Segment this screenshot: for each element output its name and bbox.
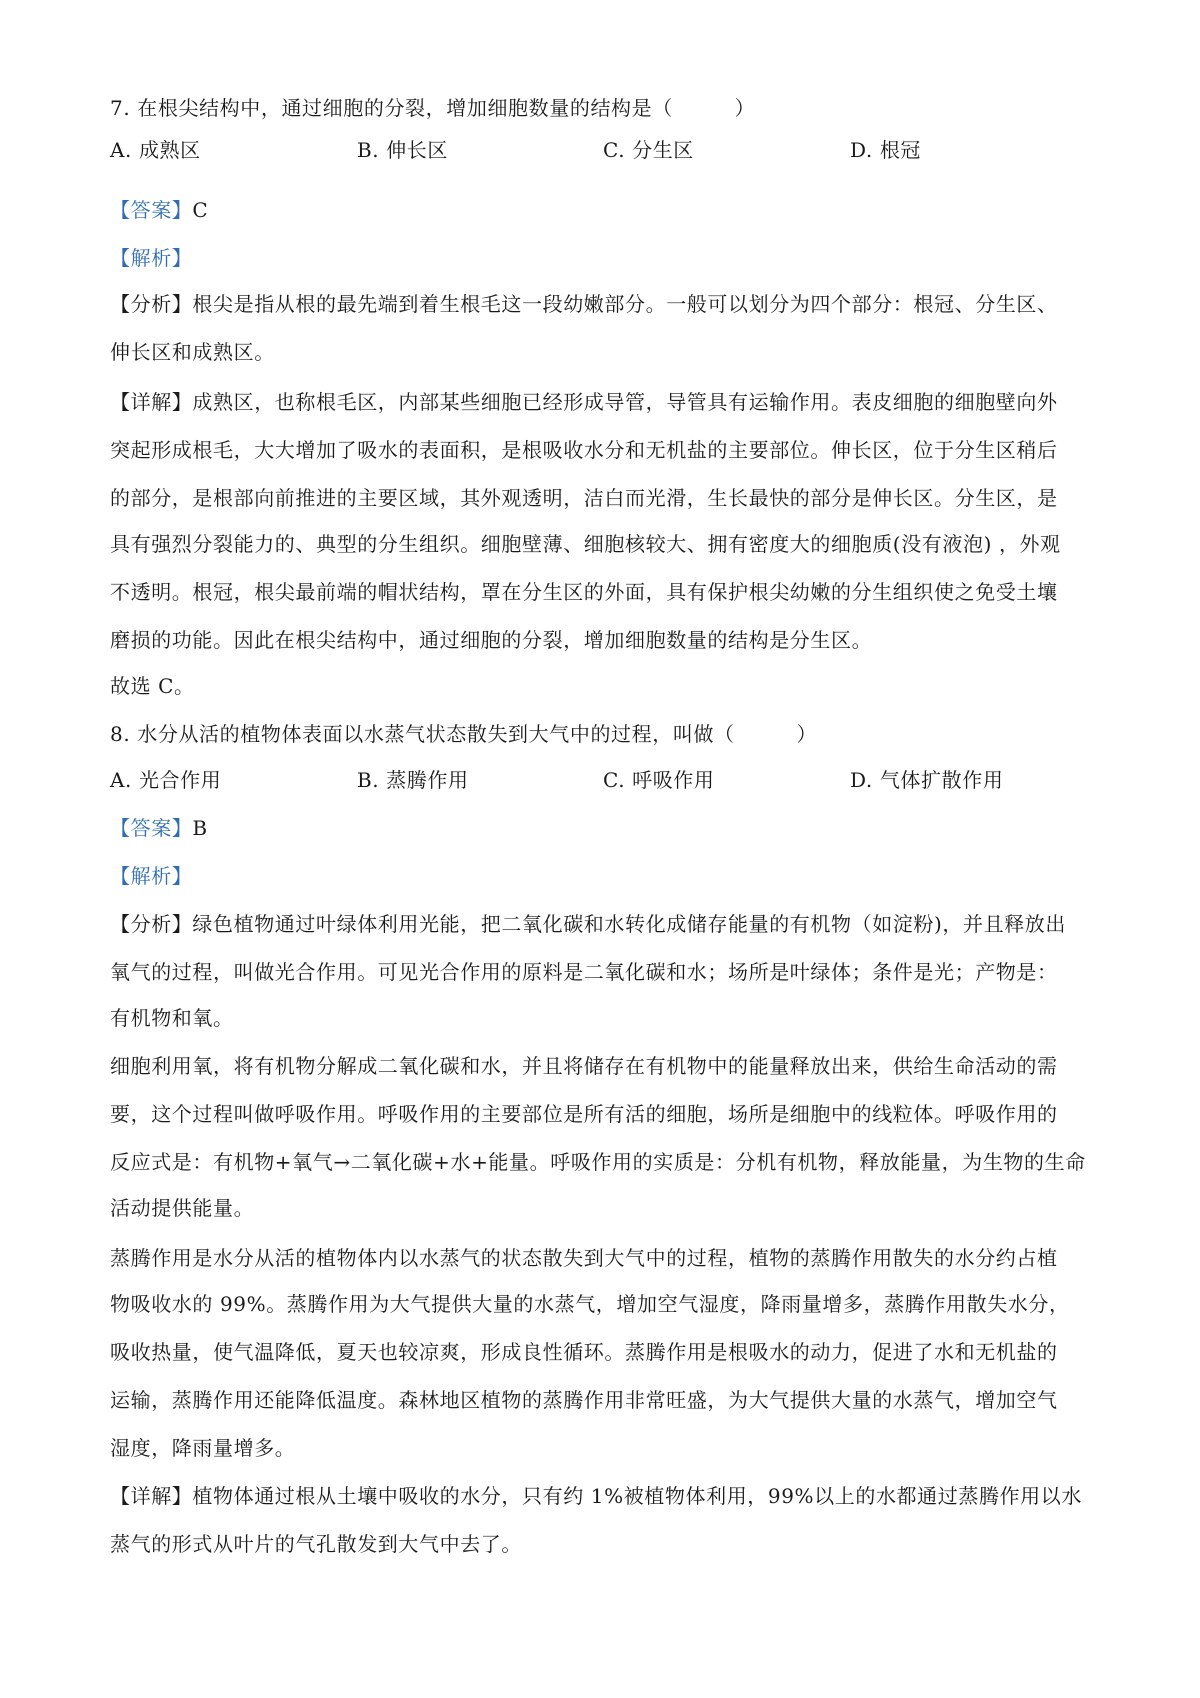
q8-respiration-line-1: 细胞利用氧，将有机物分解成二氧化碳和水，并且将储存在有机物中的能量释放出来，供给生命活动的需: [110, 1054, 1058, 1078]
q8-respiration-line-3: 反应式是：有机物+氧气→二氧化碳+水+能量。呼吸作用的实质是：分机有机物，释放能量，为生物的生命: [110, 1150, 1086, 1174]
q7-fenxi-line-1: [110, 290, 1100, 318]
q8-analysis-tag: 【解析】: [110, 864, 193, 888]
q7-answer-value: C: [192, 198, 209, 222]
q8-transpiration-line-1: 蒸腾作用是水分从活的植物体内以水蒸气的状态散失到大气中的过程，植物的蒸腾作用散失的水分约占植: [110, 1246, 1058, 1270]
q8-fenxi-text-1: 绿色植物通过叶绿体利用光能，把二氧化碳和水转化成储存能量的有机物（如淀粉)，并且释放出: [192, 912, 1067, 936]
q8-fenxi-line-3: 有机物和氧。: [110, 1006, 234, 1030]
q8-xiangjie-tag: 【详解】: [110, 1484, 193, 1508]
q8-transpiration-line-3: 吸收热量，使气温降低，夏天也较凉爽，形成良性循环。蒸腾作用是根吸水的动力，促进了水和无机盐的: [110, 1340, 1058, 1364]
q8-xiangjie-line-1: [110, 1482, 1100, 1510]
q7-xiangjie-text-1: 成熟区，也称根毛区，内部某些细胞已经形成导管，导管具有运输作用。表皮细胞的细胞壁向外: [192, 390, 1058, 414]
q7-xiangjie-line-1: [110, 388, 1100, 416]
q8-fenxi-line-1: [110, 910, 1100, 938]
q7-xiangjie-line-4: 具有强烈分裂能力的、典型的分生组织。细胞壁薄、细胞核较大、拥有密度大的细胞质(没有液泡) ，外观: [110, 532, 1061, 556]
q7-analysis-tag: 【解析】: [110, 246, 193, 270]
q7-fenxi-tag: 【分析】: [110, 292, 193, 316]
q8-fenxi-tag: 【分析】: [110, 912, 193, 936]
q8-option-a: A. 光合作用: [110, 768, 222, 792]
q7-option-b: B. 伸长区: [357, 138, 449, 162]
q8-answer-value: B: [192, 816, 208, 840]
q7-option-d: D. 根冠: [850, 138, 922, 162]
q8-stem: 8. 水分从活的植物体表面以水蒸气状态散失到大气中的过程，叫做（ ）: [110, 722, 818, 746]
q8-fenxi-line-2: 氧气的过程，叫做光合作用。可见光合作用的原料是二氧化碳和水；场所是叶绿体；条件是光；产物是：: [110, 960, 1058, 984]
q8-xiangjie-line-2: 蒸气的形式从叶片的气孔散发到大气中去了。: [110, 1532, 522, 1556]
q7-xiangjie-line-6: 磨损的功能。因此在根尖结构中，通过细胞的分裂，增加细胞数量的结构是分生区。: [110, 628, 873, 652]
q8-transpiration-line-4: 运输，蒸腾作用还能降低温度。森林地区植物的蒸腾作用非常旺盛，为大气提供大量的水蒸气，增加空气: [110, 1388, 1058, 1412]
q7-stem: 7. 在根尖结构中，通过细胞的分裂，增加细胞数量的结构是（ ）: [110, 96, 756, 120]
q7-answer-line: [110, 196, 1100, 224]
q8-option-d: D. 气体扩散作用: [850, 768, 1004, 792]
q8-respiration-line-4: 活动提供能量。: [110, 1196, 255, 1220]
q8-answer-line: [110, 814, 1100, 842]
q7-xiangjie-line-3: 的部分，是根部向前推进的主要区域，其外观透明，洁白而光滑，生长最快的部分是伸长区。分生区，是: [110, 486, 1058, 510]
q8-option-c: C. 呼吸作用: [603, 768, 715, 792]
q7-xiangjie-tag: 【详解】: [110, 390, 193, 414]
q7-fenxi-text-1: 根尖是指从根的最先端到着生根毛这一段幼嫩部分。一般可以划分为四个部分：根冠、分生区、: [192, 292, 1058, 316]
q8-respiration-line-2: 要，这个过程叫做呼吸作用。呼吸作用的主要部位是所有活的细胞，场所是细胞中的线粒体。呼吸作用的: [110, 1102, 1058, 1126]
q7-xiangjie-line-2: 突起形成根毛，大大增加了吸水的表面积，是根吸收水分和无机盐的主要部位。伸长区，位于分生区稍后: [110, 438, 1058, 462]
q7-conclusion: 故选 C。: [110, 674, 195, 698]
q8-option-b: B. 蒸腾作用: [357, 768, 469, 792]
q7-fenxi-line-2: 伸长区和成熟区。: [110, 340, 275, 364]
q8-answer-tag: 【答案】: [110, 816, 193, 840]
q7-answer-tag: 【答案】: [110, 198, 193, 222]
q8-xiangjie-text-1: 植物体通过根从土壤中吸收的水分，只有约 1%被植物体利用，99%以上的水都通过蒸腾作用以水: [192, 1484, 1082, 1508]
q8-transpiration-line-2: 物吸收水的 99%。蒸腾作用为大气提供大量的水蒸气，增加空气湿度，降雨量增多，蒸腾作用散失水分，: [110, 1292, 1070, 1316]
q7-option-c: C. 分生区: [603, 138, 694, 162]
q7-option-a: A. 成熟区: [110, 138, 201, 162]
q7-xiangjie-line-5: 不透明。根冠，根尖最前端的帽状结构，罩在分生区的外面，具有保护根尖幼嫩的分生组织使之免受土壤: [110, 580, 1058, 604]
q8-transpiration-line-5: 湿度，降雨量增多。: [110, 1436, 296, 1460]
